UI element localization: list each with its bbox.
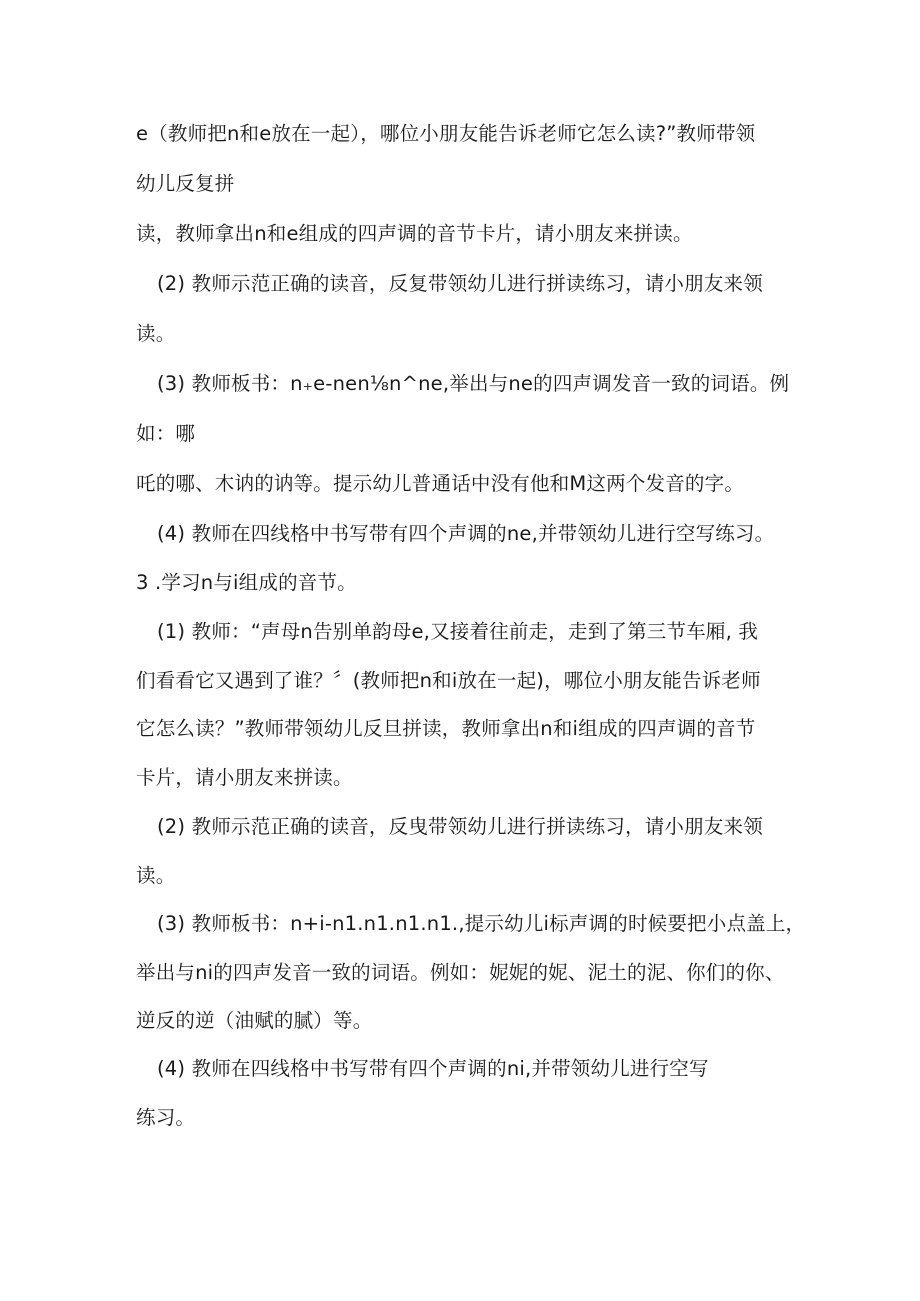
text-line: 吒的哪、木讷的讷等。提示幼儿普通话中没有他和M这两个发音的字。 [136,472,745,495]
text-line: 们看看它又遇到了谁？〞(教师把n和i放在一起)，哪位小朋友能告诉老师 [136,669,761,692]
text-line: (4) 教师在四线格中书写带有四个声调的ne,并带领幼儿进行空写练习。 [157,522,775,545]
text-line: (2) 教师示范正确的读音，反曳带领幼儿进行拼读练习，请小朋友来领 [157,815,763,838]
text-line: 读。 [136,322,176,345]
text-line: 卡片，请小朋友来拼读。 [136,766,353,789]
text-line: (4) 教师在四线格中书写带有四个声调的ni,并带领幼儿进行空写 [157,1057,709,1080]
section-heading: 3 .学习n与i组成的音节。 [136,571,357,594]
text-line: e（教师把n和e放在一起），哪位小朋友能告诉老师它怎么读?”教师带领 [136,122,756,145]
text-line: (2) 教师示范正确的读音，反复带领幼儿进行拼读练习，请小朋友来领 [157,272,763,295]
text-line: 如：哪 [136,422,196,445]
text-line: 举出与ni的四声发音一致的词语。例如：妮妮的妮、泥土的泥、你们的你、 [136,961,785,984]
text-line: (3) 教师板书：n+i-n1.n1.n1.n1.,提示幼儿i标声调的时候要把小点盖上， [157,912,806,935]
text-line: (1) 教师：“声母n告别单韵母e,又接着往前走，走到了第三节车厢, 我 [157,620,759,643]
text-line: 读。 [136,864,176,887]
text-line: 它怎么读？”教师带领幼儿反旦拼读，教师拿出n和i组成的四声调的音节 [136,717,756,740]
text-line: 练习。 [136,1106,196,1129]
text-line: 逆反的逆（油赋的腻）等。 [136,1009,373,1032]
text-line: (3) 教师板书：n₊e-nen⅛n^ne,举出与ne的四声调发音一致的词语。例 [157,372,790,395]
text-line: 读，教师拿出n和e组成的四声调的音节卡片，请小朋友来拼读。 [136,222,693,245]
text-line: 幼儿反复拼 [136,172,235,195]
